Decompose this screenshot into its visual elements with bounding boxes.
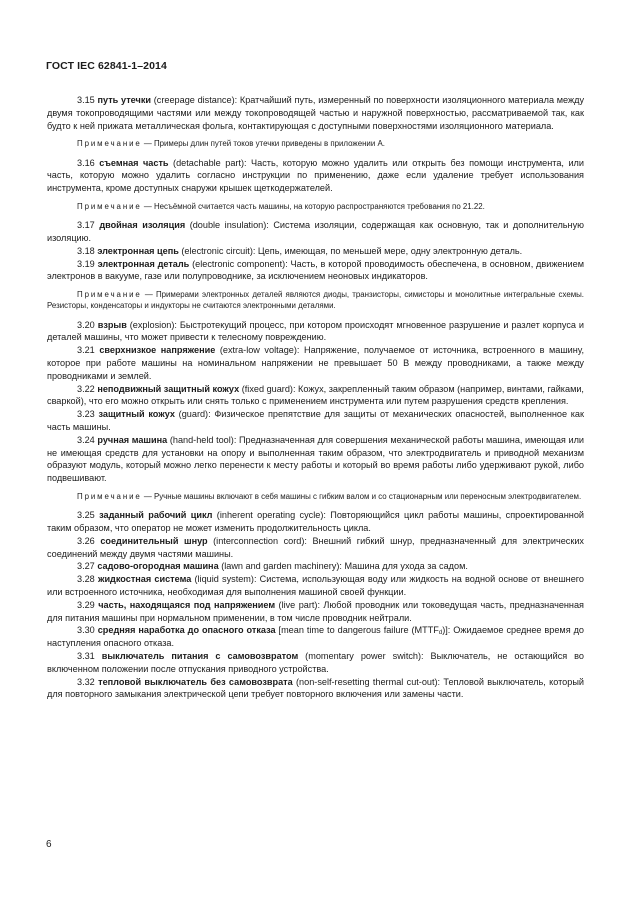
term-entry: 3.25 заданный рабочий цикл (inherent operating cycle): Повторяющийся цикл работы машины, спроектированной таким образом, что оператор не может изменить продолжительность цикла. bbox=[47, 510, 584, 533]
term-name: съемная часть bbox=[99, 157, 169, 168]
term-name: электронная цепь bbox=[97, 245, 179, 256]
note: Примечание — Примерами электронных деталей являются диоды, транзисторы, симисторы и монолитные интегральные схемы. Резисторы, конденсаторы и индукторы не считаются электронными деталями. bbox=[47, 290, 584, 311]
term-name: тепловой выключатель без самовозврата bbox=[98, 676, 293, 687]
term-name: часть, находящаяся под напряжением bbox=[98, 599, 276, 610]
term-name: выключатель питания с самовозвратом bbox=[101, 650, 299, 661]
term-entry: 3.17 двойная изоляция (double insulation): Система изоляции, содержащая как основную, так и дополнительную изоляцию. bbox=[47, 220, 584, 243]
term-name: путь утечки bbox=[97, 95, 152, 105]
term-name: электронная деталь bbox=[97, 258, 190, 269]
term-name: соединительный шнур bbox=[100, 535, 208, 546]
term-entry: 3.22 неподвижный защитный кожух (fixed guard): Кожух, закрепленный таким образом (например, винтами, гайками, сваркой), что его можно открыть или снять только с применением инструмента или путем разрушения средств крепления. bbox=[47, 383, 584, 407]
term-name: сверхнизкое напряжение bbox=[99, 345, 216, 356]
term-name: двойная изоляция bbox=[99, 220, 186, 231]
page-number: 6 bbox=[46, 839, 52, 850]
term-entry: 3.24 ручная машина (hand-held tool): Предназначенная для совершения механической работы машина, имеющая или не имеющая средств для установки на опору и выполненная таким образом, что электродвигатель и приводной механизм образуют модуль, который можно легко перенести к месту работы и который во время работы либо удерживают рукой, либо подвешивают. bbox=[47, 434, 584, 484]
term-name: неподвижный защитный кожух bbox=[97, 383, 240, 394]
term-entry: 3.30 средняя наработка до опасного отказа [mean time to dangerous failure $(MTTF_d)$]: Ожидаемое среднее время до наступления опасного отказа. bbox=[47, 625, 584, 649]
term-name: ручная машина bbox=[97, 434, 168, 445]
term-name: жидкостная система bbox=[97, 574, 192, 585]
term-entry: 3.16 съемная часть (detachable part): Часть, которую можно удалить или открыть без помощи инструмента, или часть, которую можно удалить согласно инструкции по применению, даже если удаление требует использования инструмента, кроме доступных снаружи крышек щеткодержателей. bbox=[47, 157, 584, 194]
note: Примечание — Несъёмной считается часть машины, на которую распространяются требования по 21.22. bbox=[77, 201, 485, 211]
term-name: взрыв bbox=[97, 319, 127, 330]
subscript: d bbox=[438, 630, 443, 637]
note: Примечание — Примеры длин путей токов утечки приведены в приложении А. bbox=[77, 139, 385, 149]
term-entry: 3.21 сверхнизкое напряжение (extra-low voltage): Напряжение, получаемое от источника, встроенного в машину, которое при работе машины на номинальном напряжении не превышает 50 В между проводниками, а также между проводниками и землей. bbox=[47, 345, 584, 381]
term-entry: 3.31 выключатель питания с самовозвратом (momentary power switch): Выключатель, не остающийся во включенном положении после отпускания приводного устройства. bbox=[47, 650, 584, 674]
term-entry: 3.29 часть, находящаяся под напряжением (live part): Любой проводник или токоведущая часть, предназначенная для питания машины при нормальном применении, в том числе проводник нейтрали. bbox=[47, 599, 584, 623]
term-name: средняя наработка до опасного отказа bbox=[97, 625, 276, 636]
term-entry: 3.15 путь утечки (creepage distance): Кратчайший путь, измеренный по поверхности изоляционного материала между двумя токопроводящими частями или между токопроводящей частью и наружной поверхностью, рассматриваемой так, как будто к ней прижата металлическая фольга, контактирующая с доступными поверхностями изоляционного материала. bbox=[47, 95, 585, 131]
term-entry: 3.19 электронная деталь (electronic component): Часть, в которой проводимость обеспечена, в основном, движением электронов в вакууме, газе или полупроводнике, за исключением неоновых индикаторов. bbox=[47, 258, 584, 282]
term-entry: 3.26 соединительный шнур (interconnection cord): Внешний гибкий шнур, предназначенный для электрических соединений между двумя частями машины. bbox=[47, 535, 584, 559]
note: Примечание — Ручные машины включают в себя машины с гибким валом и со стационарным или переносным электродвигателем. bbox=[77, 491, 582, 501]
term-name: защитный кожух bbox=[98, 409, 175, 420]
term-entry: 3.18 электронная цепь (electronic circuit): Цепь, имеющая, по меньшей мере, одну электронную деталь. bbox=[77, 245, 523, 256]
document-header: ГОСТ IEC 62841-1–2014 bbox=[46, 60, 167, 72]
term-entry: 3.32 тепловой выключатель без самовозврата (non-self-resetting thermal cut-out): Тепловой выключатель, который для повторного замыкания электрической цепи требует повторного включения или замены части. bbox=[47, 676, 584, 700]
term-name: заданный рабочий цикл bbox=[99, 510, 213, 521]
term-entry: 3.20 взрыв (explosion): Быстротекущий процесс, при котором происходят мгновенное разрушение и разлет корпуса и деталей машины, что может привести к телесному повреждению. bbox=[47, 319, 584, 343]
term-name: садово-огородная машина bbox=[97, 561, 219, 572]
term-entry: 3.23 защитный кожух (guard): Физическое препятствие для защиты от механических опасностей, выполненное как часть машины. bbox=[47, 409, 584, 432]
term-entry: 3.27 садово-огородная машина (lawn and garden machinery): Машина для ухода за садом. bbox=[77, 561, 468, 572]
document-body bbox=[47, 94, 584, 701]
term-entry: 3.28 жидкостная система (liquid system): Система, использующая воду или жидкость на водной основе от внешнего или встроенного источника, необходимая для выполнения машиной своей функции. bbox=[47, 574, 584, 597]
